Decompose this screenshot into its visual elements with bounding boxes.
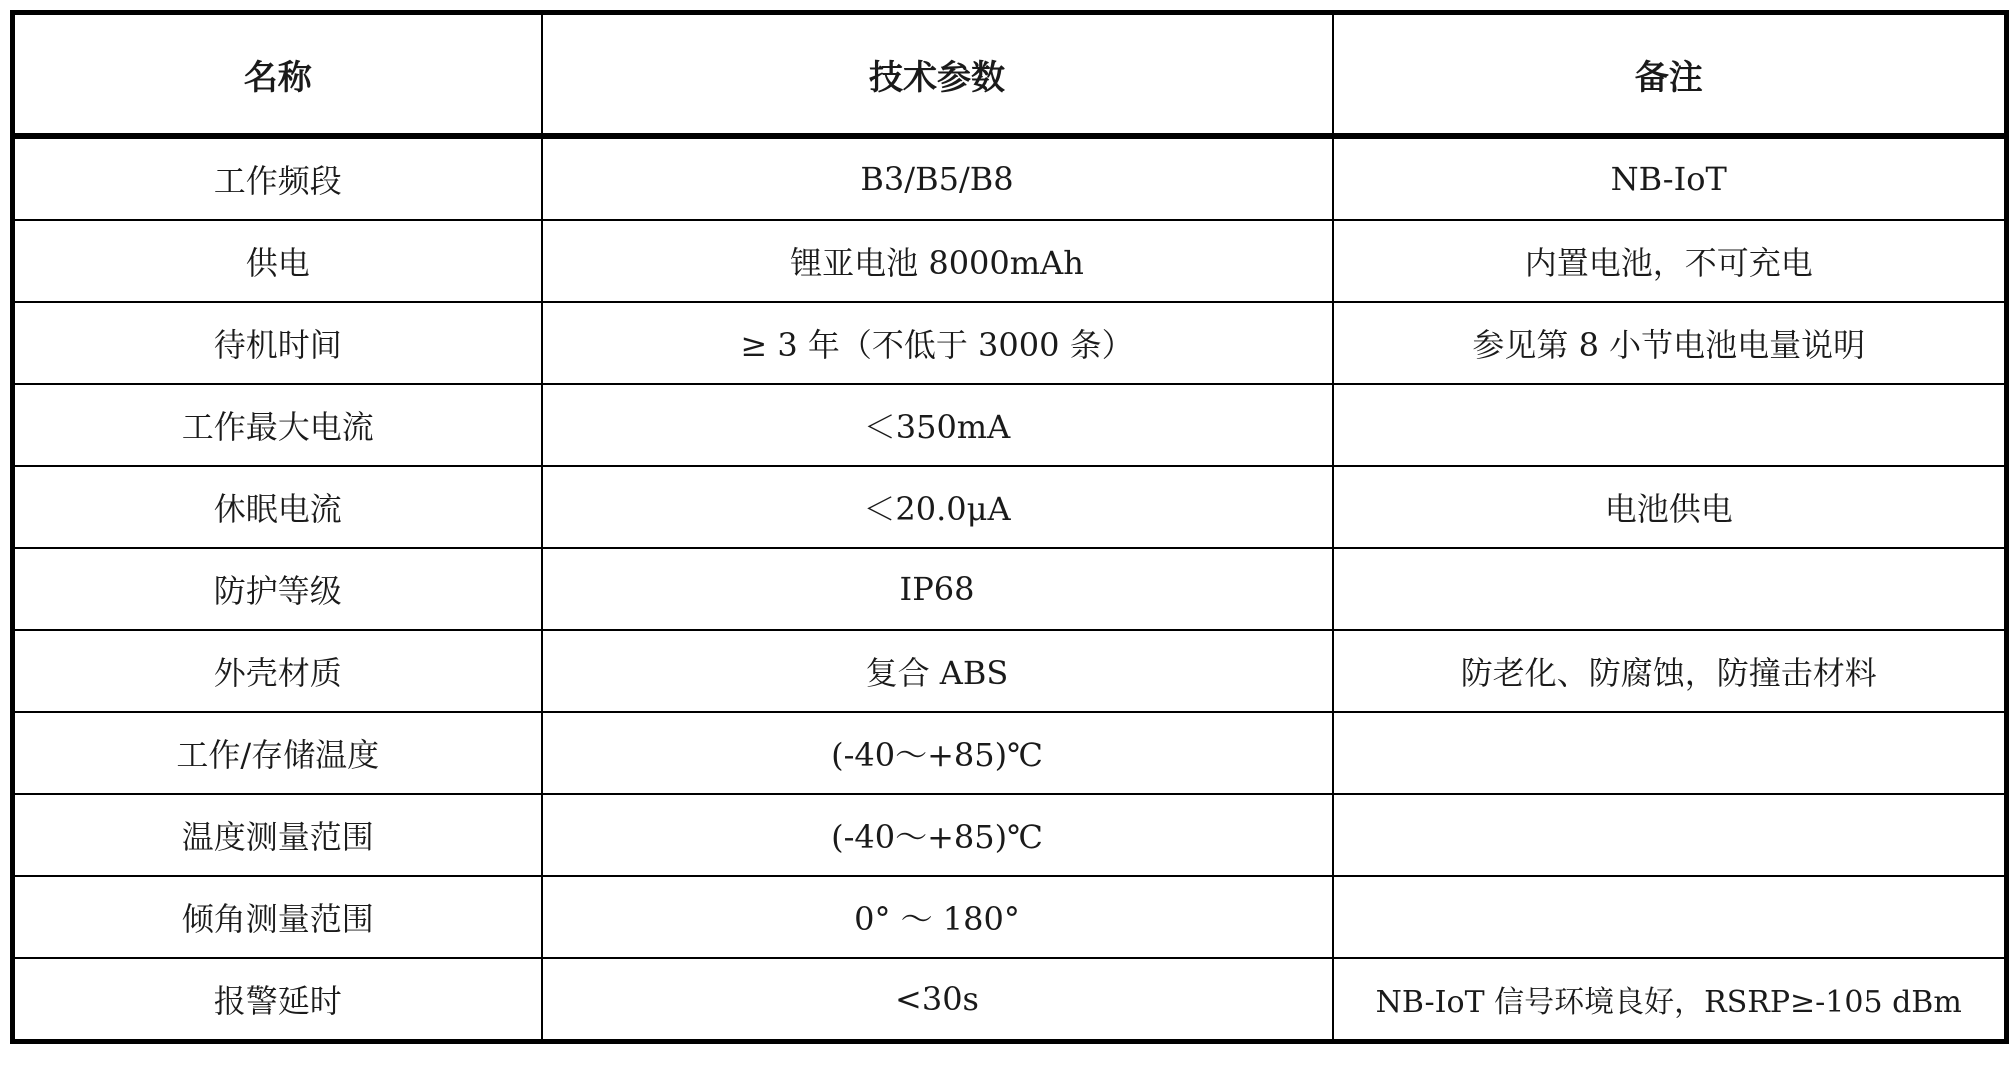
- cell-param: ＜20.0μA: [542, 466, 1333, 548]
- cell-name: 工作频段: [13, 136, 542, 220]
- spec-table: [10, 10, 2009, 1044]
- header-param: 技术参数: [542, 13, 1333, 137]
- cell-note: 内置电池，不可充电: [1333, 220, 2007, 302]
- cell-note: NB-IoT 信号环境良好，RSRP≥-105 dBm: [1333, 958, 2007, 1042]
- cell-name: 外壳材质: [13, 630, 542, 712]
- cell-param: (-40～+85)℃: [542, 712, 1333, 794]
- cell-name: 休眠电流: [13, 466, 542, 548]
- cell-note: [1333, 876, 2007, 958]
- cell-name: 工作/存储温度: [13, 712, 542, 794]
- cell-note: [1333, 712, 2007, 794]
- cell-name: 报警延时: [13, 958, 542, 1042]
- cell-param: IP68: [542, 548, 1333, 630]
- table-row: [13, 958, 2007, 1042]
- table-row: [13, 548, 2007, 630]
- cell-name: 供电: [13, 220, 542, 302]
- cell-note: [1333, 384, 2007, 466]
- cell-name: 工作最大电流: [13, 384, 542, 466]
- cell-param: 锂亚电池 8000mAh: [542, 220, 1333, 302]
- cell-param: ＜350mA: [542, 384, 1333, 466]
- table-row: [13, 794, 2007, 876]
- table-row: [13, 136, 2007, 220]
- cell-name: 待机时间: [13, 302, 542, 384]
- cell-param: 复合 ABS: [542, 630, 1333, 712]
- table-row: [13, 712, 2007, 794]
- table-row: [13, 220, 2007, 302]
- cell-param: ≥ 3 年（不低于 3000 条）: [542, 302, 1333, 384]
- cell-name: 倾角测量范围: [13, 876, 542, 958]
- header-note: 备注: [1333, 13, 2007, 137]
- table-row: [13, 630, 2007, 712]
- cell-note: 电池供电: [1333, 466, 2007, 548]
- cell-param: 0° ～ 180°: [542, 876, 1333, 958]
- header-name: 名称: [13, 13, 542, 137]
- table-row: [13, 384, 2007, 466]
- cell-note: NB-IoT: [1333, 136, 2007, 220]
- table-row: [13, 466, 2007, 548]
- table-header-row: [13, 13, 2007, 137]
- cell-param: <30s: [542, 958, 1333, 1042]
- cell-note: 防老化、防腐蚀，防撞击材料: [1333, 630, 2007, 712]
- cell-param: (-40～+85)℃: [542, 794, 1333, 876]
- cell-name: 防护等级: [13, 548, 542, 630]
- cell-note: 参见第 8 小节电池电量说明: [1333, 302, 2007, 384]
- cell-note: [1333, 794, 2007, 876]
- cell-param: B3/B5/B8: [542, 136, 1333, 220]
- table-row: [13, 302, 2007, 384]
- table-row: [13, 876, 2007, 958]
- cell-name: 温度测量范围: [13, 794, 542, 876]
- cell-note: [1333, 548, 2007, 630]
